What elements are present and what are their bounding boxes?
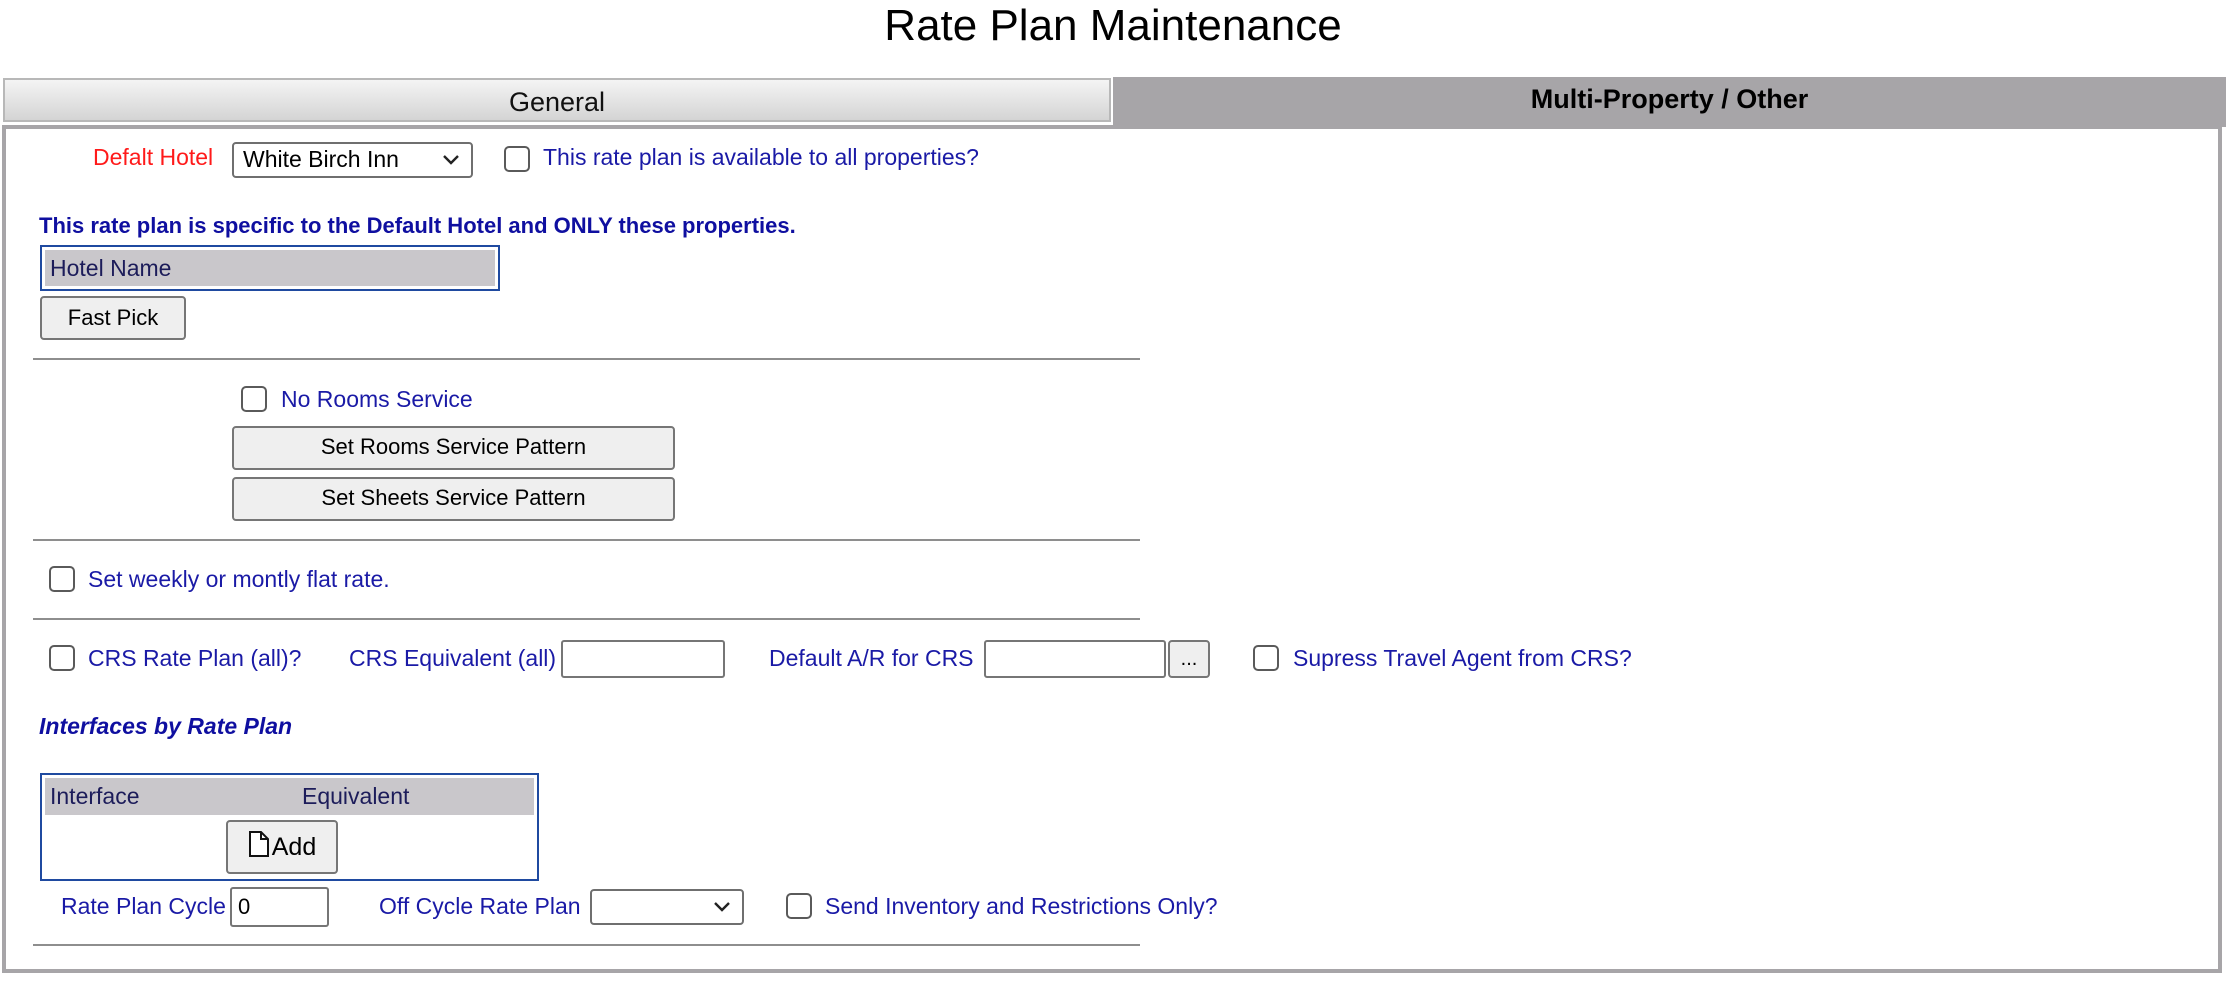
set-sheets-service-pattern-button[interactable]: Set Sheets Service Pattern xyxy=(232,477,675,521)
page-title: Rate Plan Maintenance xyxy=(884,1,1342,50)
all-properties-label: This rate plan is available to all properties? xyxy=(543,144,979,170)
fast-pick-button[interactable]: Fast Pick xyxy=(40,296,186,340)
hotel-grid xyxy=(40,245,500,291)
divider xyxy=(33,358,1140,360)
interfaces-grid-header xyxy=(45,778,534,815)
send-inventory-label: Send Inventory and Restrictions Only? xyxy=(825,893,1218,919)
rate-plan-cycle-input[interactable]: 0 xyxy=(230,887,329,927)
send-inventory-checkbox[interactable] xyxy=(786,893,812,919)
crs-rate-plan-checkbox[interactable] xyxy=(49,645,75,671)
default-hotel-value: White Birch Inn xyxy=(243,146,399,172)
document-icon xyxy=(248,830,270,858)
chevron-down-icon xyxy=(712,897,732,917)
rate-plan-cycle-label: Rate Plan Cycle xyxy=(61,893,226,919)
all-properties-checkbox[interactable] xyxy=(504,146,530,172)
default-hotel-select[interactable] xyxy=(232,142,473,178)
flat-rate-checkbox[interactable] xyxy=(49,566,75,592)
divider xyxy=(33,539,1140,541)
off-cycle-rate-plan-label: Off Cycle Rate Plan xyxy=(379,893,581,919)
default-hotel-label: Defalt Hotel xyxy=(93,144,214,170)
default-ar-lookup-button[interactable]: ... xyxy=(1168,640,1210,678)
flat-rate-label: Set weekly or montly flat rate. xyxy=(88,566,390,592)
interfaces-heading: Interfaces by Rate Plan xyxy=(39,713,293,739)
crs-equivalent-input[interactable] xyxy=(561,640,725,678)
default-ar-label: Default A/R for CRS xyxy=(769,645,974,671)
divider xyxy=(33,944,1140,946)
interface-column-header: Interface xyxy=(50,783,140,809)
interfaces-grid xyxy=(40,773,539,881)
add-interface-button[interactable] xyxy=(226,820,338,874)
crs-equivalent-label: CRS Equivalent (all) xyxy=(349,645,557,671)
add-button-label: Add xyxy=(271,833,317,861)
hotel-name-header: Hotel Name xyxy=(45,250,495,286)
equivalent-column-header: Equivalent xyxy=(302,783,410,809)
suppress-travel-agent-label: Supress Travel Agent from CRS? xyxy=(1293,645,1632,671)
suppress-travel-agent-checkbox[interactable] xyxy=(1253,645,1279,671)
divider xyxy=(33,618,1140,620)
chevron-down-icon xyxy=(441,150,461,170)
properties-note: This rate plan is specific to the Default Hotel and ONLY these properties. xyxy=(39,213,796,238)
tab-multi-property[interactable]: Multi-Property / Other xyxy=(1113,77,2226,127)
off-cycle-rate-plan-select[interactable] xyxy=(590,889,744,925)
default-ar-input[interactable] xyxy=(984,640,1166,678)
tab-general[interactable]: General xyxy=(3,78,1111,122)
no-rooms-service-checkbox[interactable] xyxy=(241,386,267,412)
no-rooms-service-label: No Rooms Service xyxy=(281,386,473,412)
set-rooms-service-pattern-button[interactable]: Set Rooms Service Pattern xyxy=(232,426,675,470)
crs-rate-plan-label: CRS Rate Plan (all)? xyxy=(88,645,302,671)
